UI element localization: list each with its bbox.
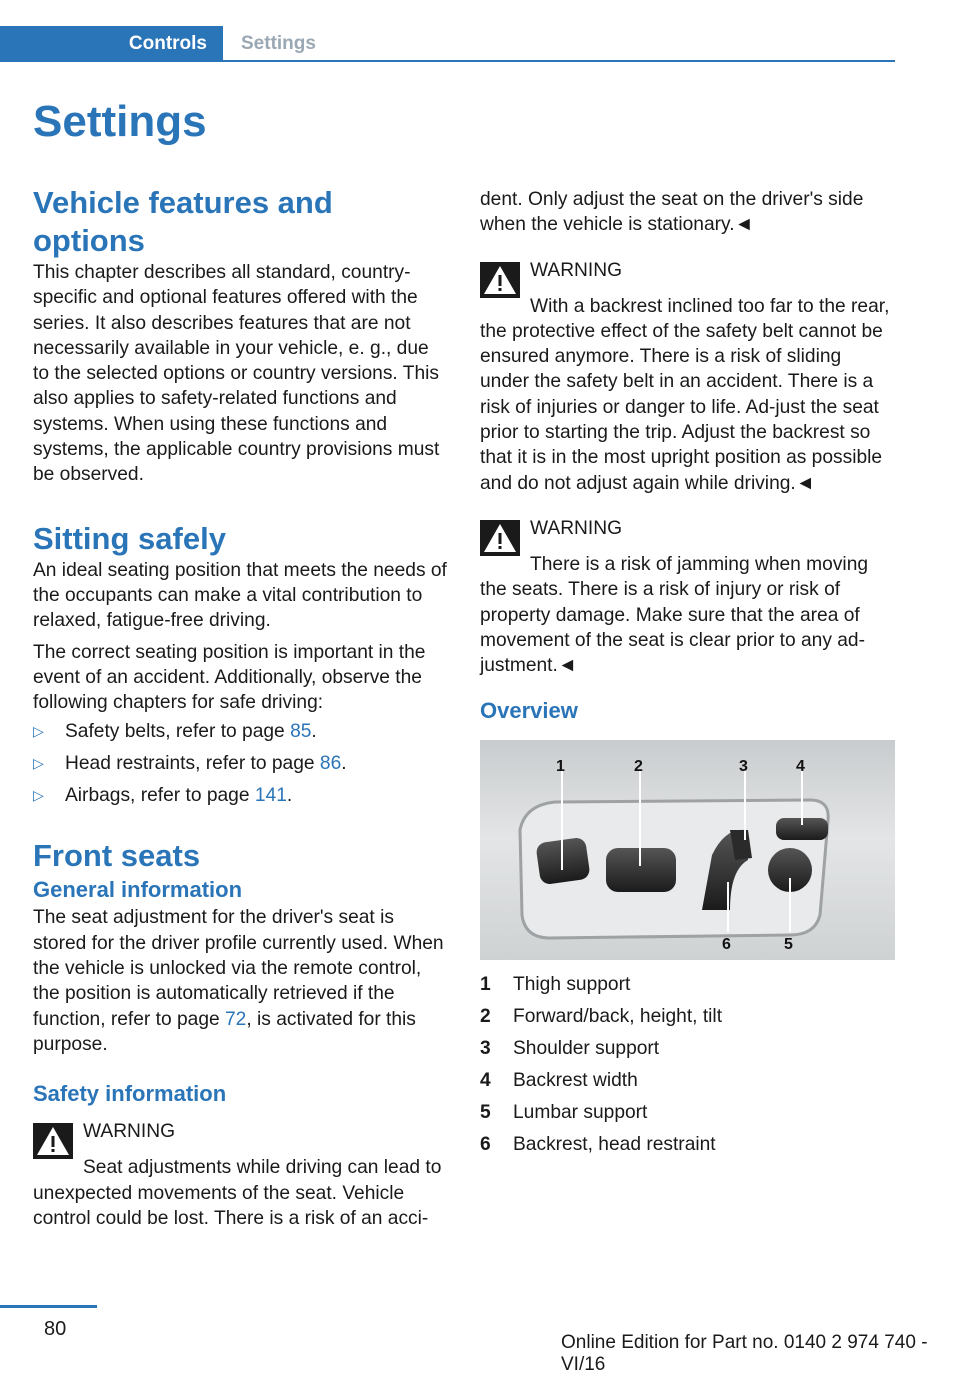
- list-item-text: Safety belts, refer to page: [65, 720, 291, 742]
- list-item-text: Head restraints, refer to page: [65, 752, 320, 774]
- legend-row: [480, 1000, 895, 1032]
- page-number: 80: [44, 1318, 67, 1340]
- legend-number: 5: [480, 1101, 491, 1123]
- warning-continuation: dent. Only adjust the seat on the driver's side when the vehicle is stationary.◄: [480, 189, 864, 236]
- warning-label: WARNING: [83, 1121, 176, 1143]
- footer-rule: [0, 1305, 97, 1308]
- callout-4: 4: [796, 758, 805, 776]
- header-rule: [0, 60, 895, 62]
- paragraph-general-information: The seat adjustment for the driver's seat is stored for the driver profile currently used. When the vehicle is unlocked via the remote control, the position is automatically retrieved if the function, refer to page 72, is activated for this purpose.: [33, 907, 444, 1055]
- right-column: [480, 187, 895, 1160]
- left-column: [33, 184, 448, 1231]
- triangle-bullet-icon: ▷: [33, 722, 44, 739]
- paragraph-sitting-1: An ideal seating position that meets the needs of the occupants can make a vital contribution to relaxed, fatigue-free driving.: [33, 559, 447, 632]
- callout-1: 1: [556, 758, 565, 776]
- legend-row: [480, 1032, 895, 1064]
- triangle-bullet-icon: ▷: [33, 786, 44, 803]
- warning-block: [480, 258, 895, 496]
- legend-number: 1: [480, 973, 491, 995]
- tab-settings[interactable]: [241, 26, 316, 62]
- legend-label: Shoulder support: [513, 1037, 660, 1059]
- warning-block: [480, 516, 895, 678]
- legend-label: Backrest, head restraint: [513, 1133, 716, 1155]
- tab-controls[interactable]: [0, 26, 223, 62]
- heading-vehicle-features: Vehicle features and options: [33, 185, 333, 258]
- list-item-text: Airbags, refer to page: [65, 784, 255, 806]
- triangle-bullet-icon: ▷: [33, 754, 44, 771]
- legend-row: [480, 1064, 895, 1096]
- warning-label: WARNING: [530, 517, 623, 539]
- paragraph-vehicle-features: This chapter describes all standard, country-specific and optional features offered with the series. It also describes features that are not necessarily available in your vehicle, e. g., due to the selected options or country versions. This also applies to safety-related functions and systems. When using these functions and systems, the applicable country provisions must be observed.: [33, 262, 440, 486]
- legend-label: Backrest width: [513, 1069, 638, 1091]
- legend-label: Thigh support: [513, 973, 631, 995]
- page-link[interactable]: 85: [290, 720, 312, 742]
- header-tabs: [0, 26, 895, 62]
- legend-label: Forward/back, height, tilt: [513, 1005, 723, 1027]
- tab-settings-label: Settings: [241, 33, 316, 54]
- warning-block: [33, 1119, 448, 1231]
- warning-text: With a backrest inclined too far to the rear, the protective effect of the safety belt cannot be ensured anymore. There is a risk of sliding under the safety belt in an accident. There is a risk of injuries or danger to life. Ad-just the seat prior to starting the trip. Adjust the backrest so that it is in the most upright position as possible and do not adjust again while driving.◄: [480, 295, 890, 494]
- warning-text: Seat adjustments while driving can lead to unexpected movements of the seat. Vehicle control could be lost. There is a risk of an acci-: [33, 1157, 442, 1229]
- legend-label: Lumbar support: [513, 1101, 648, 1123]
- heading-sitting-safely: Sitting safely: [33, 520, 226, 556]
- warning-triangle-icon: [480, 262, 520, 300]
- warning-triangle-icon: [480, 520, 520, 558]
- tab-controls-label: Controls: [128, 33, 207, 54]
- legend-row: [480, 968, 895, 1000]
- legend-number: 2: [480, 1005, 491, 1027]
- seat-controls-image: [480, 740, 895, 960]
- heading-overview: Overview: [480, 698, 578, 724]
- edition-info: Online Edition for Part no. 0140 2 974 740 - VI/16: [561, 1332, 928, 1375]
- legend-number: 3: [480, 1037, 491, 1059]
- legend-row: [480, 1128, 895, 1160]
- list-item: ▷ Airbags, refer to page 141.: [33, 779, 448, 811]
- heading-general-information: General information: [33, 877, 243, 903]
- heading-safety-information: Safety information: [33, 1081, 227, 1107]
- callout-3: 3: [739, 758, 748, 776]
- list-item: ▷ Safety belts, refer to page 85.: [33, 715, 448, 747]
- warning-triangle-icon: [33, 1123, 73, 1161]
- warning-label: WARNING: [530, 259, 623, 281]
- page-title: Settings: [33, 97, 207, 146]
- page-link[interactable]: 86: [319, 752, 342, 774]
- list-item: ▷ Head restraints, refer to page 86.: [33, 747, 448, 779]
- legend-row: [480, 1096, 895, 1128]
- heading-front-seats: Front seats: [33, 838, 201, 874]
- page-link[interactable]: 72: [225, 1008, 247, 1030]
- paragraph-sitting-2: The correct seating position is important in the event of an accident. Additionally, observe the following chapters for safe driving:: [33, 641, 426, 714]
- safety-chapter-list: [33, 715, 448, 811]
- callout-2: 2: [634, 758, 643, 776]
- warning-text: There is a risk of jamming when moving the seats. There is a risk of injury or risk of property damage. Make sure that the area of movement of the seat is clear prior to any ad-justment.◄: [480, 553, 869, 677]
- legend-number: 4: [480, 1069, 491, 1091]
- page-link[interactable]: 141: [254, 784, 287, 806]
- legend-number: 6: [480, 1133, 491, 1155]
- callout-6: 6: [722, 936, 731, 954]
- callout-5: 5: [784, 936, 793, 954]
- overview-legend: [480, 968, 895, 1160]
